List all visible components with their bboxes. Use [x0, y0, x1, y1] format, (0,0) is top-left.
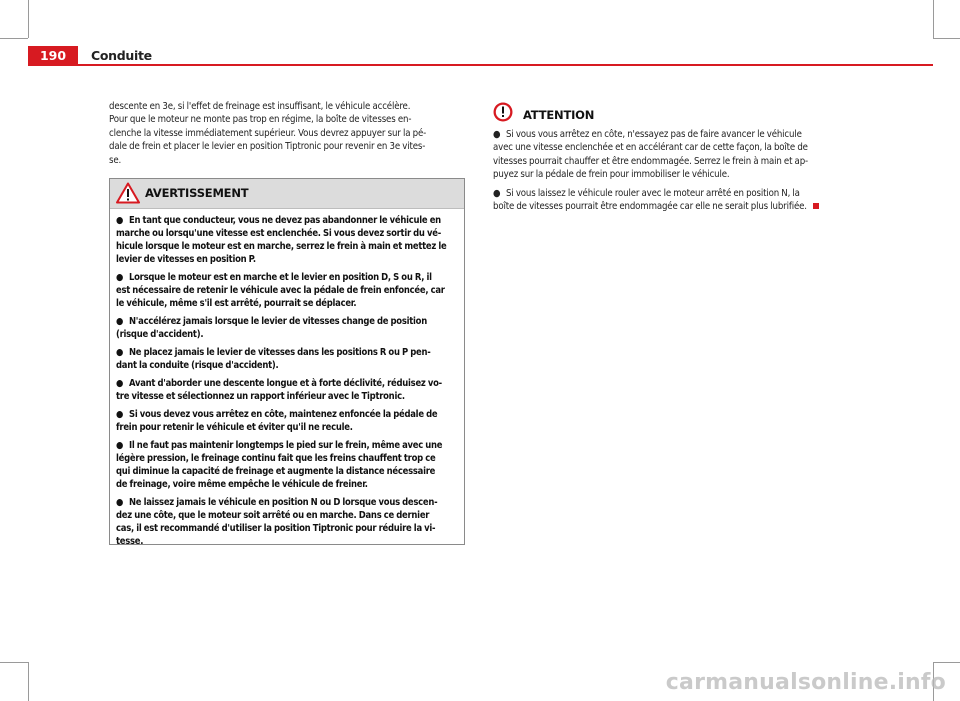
bullet-icon: ●: [116, 347, 124, 358]
warning-list: [110, 209, 464, 548]
page-number: 190: [28, 46, 78, 66]
bullet-item-line: tre vitesse et sélectionnez un rapport inférieur avec le Tiptronic.: [116, 391, 405, 402]
bullet-item-line: Lorsque le moteur est en marche et le levier en position D, S ou R, il: [129, 272, 432, 283]
intro-line: descente en 3e, si l'effet de freinage est insuffisant, le véhicule accélère.: [109, 101, 411, 112]
bullet-item-line: est nécessaire de retenir le véhicule avec la pédale de frein enfoncée, car: [116, 285, 445, 296]
bullet-item-line: avec une vitesse enclenchée et en accélérant car de cette façon, la boîte de: [493, 142, 808, 154]
bullet-item-line: marche ou lorsqu'une vitesse est enclenchée. Si vous devez sortir du vé-: [116, 228, 441, 239]
bullet-item-line: frein pour retenir le véhicule et éviter qu'il ne recule.: [116, 422, 353, 433]
bullet-item: [116, 346, 458, 372]
crop-mark: [933, 38, 960, 39]
intro-line: Pour que le moteur ne monte pas trop en régime, la boîte de vitesses en-: [109, 114, 412, 126]
bullet-item-line: levier de vitesses en position P.: [116, 254, 256, 265]
warning-title: AVERTISSEMENT: [145, 186, 249, 200]
bullet-icon: ●: [116, 409, 124, 420]
attention-title: ATTENTION: [523, 108, 595, 122]
bullet-item-line: N'accélérez jamais lorsque le levier de vitesses change de position: [129, 316, 427, 327]
attention-section: [493, 102, 853, 218]
bullet-icon: ●: [116, 497, 124, 508]
bullet-item-line: vitesses pourrait chauffer et être endommagée. Serrez le frein à main et ap-: [493, 155, 808, 167]
header-rule: [28, 64, 933, 66]
bullet-item-line: tesse.: [116, 536, 144, 547]
bullet-item-line: de freinage, voire même empêche le véhicule de freiner.: [116, 479, 368, 490]
bullet-item-line: Avant d'aborder une descente longue et à forte déclivité, réduisez vo-: [129, 378, 442, 389]
bullet-item: [493, 128, 853, 182]
bullet-item-line: boîte de vitesses pourrait être endommagée car elle ne serait plus lubrifiée.: [493, 201, 807, 213]
attention-header: [493, 102, 853, 126]
section-end-marker: [813, 203, 819, 209]
bullet-icon: ●: [493, 129, 501, 140]
bullet-icon: ●: [116, 378, 124, 389]
attention-list: [493, 128, 853, 213]
crop-mark: [0, 662, 28, 663]
bullet-icon: ●: [493, 187, 501, 199]
bullet-icon: ●: [116, 316, 124, 327]
bullet-item: [116, 439, 458, 491]
intro-line: clenche la vitesse immédiatement supérieur. Vous devrez appuyer sur la pé-: [109, 127, 427, 139]
crop-mark: [28, 662, 29, 701]
bullet-item-line: hicule lorsque le moteur est en marche, serrez le frein à main et mettez le: [116, 241, 447, 252]
bullet-item: [116, 408, 458, 434]
bullet-icon: ●: [116, 272, 124, 283]
crop-mark: [0, 38, 28, 39]
bullet-item-line: Si vous laissez le véhicule rouler avec le moteur arrêté en position N, la: [506, 187, 800, 199]
bullet-item-line: le véhicule, même s'il est arrêté, pourrait se déplacer.: [116, 298, 357, 309]
bullet-icon: ●: [116, 215, 124, 226]
bullet-item-line: qui diminue la capacité de freinage et augmente la distance nécessaire: [116, 466, 436, 477]
bullet-item: [116, 315, 458, 341]
bullet-item-line: Ne laissez jamais le véhicule en position N ou D lorsque vous descen-: [129, 497, 438, 508]
bullet-item-line: Ne placez jamais le levier de vitesses dans les positions R ou P pen-: [129, 347, 431, 358]
intro-line: se.: [109, 154, 122, 166]
bullet-item-line: (risque d'accident).: [116, 329, 204, 340]
page-title: Conduite: [91, 48, 152, 63]
watermark: carmanualsonline.info: [665, 670, 946, 695]
bullet-item-line: Si vous vous arrêtez en côte, n'essayez pas de faire avancer le véhicule: [506, 129, 802, 140]
warning-header: [110, 179, 464, 209]
bullet-item: [116, 377, 458, 403]
warning-triangle-icon: [116, 182, 140, 204]
bullet-item: [116, 496, 458, 548]
warning-box: [109, 178, 465, 545]
intro-line: dale de frein et placer le levier en position Tiptronic pour revenir en 3e vites-: [109, 141, 426, 153]
bullet-item: [493, 187, 853, 214]
intro-text: [109, 100, 465, 167]
exclamation-circle-icon: [493, 102, 513, 122]
bullet-item: [116, 271, 458, 310]
bullet-item-line: En tant que conducteur, vous ne devez pas abandonner le véhicule en: [129, 215, 441, 226]
bullet-item-line: dant la conduite (risque d'accident).: [116, 360, 279, 371]
bullet-item-line: Si vous devez vous arrêtez en côte, maintenez enfoncée la pédale de: [129, 409, 438, 420]
bullet-item: [116, 214, 458, 266]
bullet-item-line: légère pression, le freinage continu fait que les freins chauffent trop ce: [116, 453, 436, 464]
bullet-item-line: dez une côte, que le moteur soit arrêté ou en marche. Dans ce dernier: [116, 510, 430, 521]
bullet-item-line: puyez sur la pédale de frein pour immobiliser le véhicule.: [493, 169, 730, 181]
crop-mark: [933, 662, 960, 663]
bullet-icon: ●: [116, 440, 124, 451]
crop-mark: [933, 0, 934, 38]
bullet-item-line: Il ne faut pas maintenir longtemps le pied sur le frein, même avec une: [129, 440, 443, 451]
crop-mark: [28, 0, 29, 38]
bullet-item-line: cas, il est recommandé d'utiliser la position Tiptronic pour réduire la vi-: [116, 523, 436, 534]
